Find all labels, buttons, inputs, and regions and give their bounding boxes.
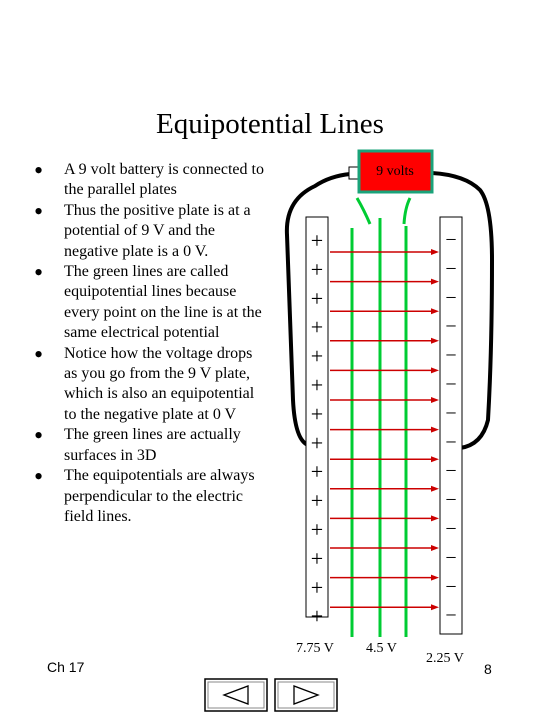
bullet-dot-icon: • (34, 156, 44, 185)
field-lines (330, 249, 439, 610)
field-line-arrow (330, 515, 439, 521)
slide-title: Equipotential Lines (156, 108, 384, 140)
field-line-arrow (330, 279, 439, 285)
minus-sign: − (445, 546, 457, 569)
plus-sign: + (310, 401, 324, 427)
plus-sign: + (310, 228, 324, 253)
field-line-arrow (330, 308, 439, 314)
minus-sign: − (445, 344, 457, 367)
minus-sign: − (445, 315, 457, 338)
plus-sign: + (310, 459, 324, 485)
triangle-left-icon (204, 678, 268, 712)
plus-sign: + (310, 372, 324, 398)
minus-sign: − (445, 604, 457, 627)
plus-sign: + (310, 343, 324, 369)
minus-sign: − (445, 518, 457, 540)
bullet-dot-icon: • (34, 258, 44, 288)
field-line-arrow (330, 486, 439, 492)
bullet-dot-icon: • (34, 196, 44, 226)
page-number: 8 (484, 661, 492, 677)
field-line-arrow (330, 604, 439, 610)
bullet-text: Thus the positive plate is at a potential of 9 V and the negative plate is a 0 V. (64, 201, 251, 260)
chapter-label: Ch 17 (47, 659, 85, 675)
equipotential-label-right: 2.25 V (426, 651, 464, 666)
bullet-text: The green lines are actually surfaces in 3D (64, 426, 241, 464)
field-line-arrow (330, 367, 439, 373)
field-line-arrow (330, 249, 439, 255)
minus-sign: − (445, 286, 457, 309)
bullet-text: The green lines are called equipotential lines because every point on the line is at the same electrical potential (64, 263, 262, 342)
minus-sign: − (445, 229, 457, 251)
bullet-text: A 9 volt battery is connected to the parallel plates (64, 161, 264, 199)
minus-sign: − (445, 431, 457, 454)
field-line-arrow (330, 338, 439, 344)
minus-sign: − (445, 257, 457, 280)
plus-sign: + (310, 285, 324, 311)
bullet-dot-icon: • (34, 339, 44, 369)
bullet-text: The equipotentials are always perpendicular to the electric field lines. (64, 467, 255, 525)
bullet-text: Notice how the voltage drops as you go from the 9 V plate, which is also an equipotential to the negative plate at 0 V (64, 344, 255, 423)
minus-sign: − (445, 402, 457, 425)
field-line-arrow (330, 545, 439, 551)
bullet-dot-icon: • (34, 421, 44, 451)
minus-sign: − (445, 575, 457, 598)
plus-sign: + (310, 603, 324, 629)
plus-sign: + (310, 517, 324, 542)
plus-sign: + (310, 574, 324, 600)
plus-sign: + (310, 314, 324, 340)
field-line-arrow (330, 575, 439, 581)
equipotential-label-left: 7.75 V (296, 641, 334, 656)
battery-label: 9 volts (376, 164, 414, 179)
field-line-arrow (330, 397, 439, 403)
plus-sign: + (310, 256, 324, 282)
minus-sign: − (445, 460, 457, 483)
minus-sign: − (445, 489, 457, 512)
field-line-arrow (330, 456, 439, 462)
plus-sign: + (310, 430, 324, 456)
equipotential-label-middle: 4.5 V (366, 641, 397, 656)
next-slide-button[interactable] (274, 678, 338, 712)
plus-sign: + (310, 488, 324, 514)
green-lead-left (357, 198, 370, 224)
previous-slide-button[interactable] (204, 678, 268, 712)
triangle-right-icon (274, 678, 338, 712)
minus-sign: − (445, 373, 457, 396)
green-lead-right (404, 198, 410, 224)
bullet-dot-icon: • (34, 462, 44, 492)
field-line-arrow (330, 427, 439, 433)
plus-sign: + (310, 545, 324, 571)
